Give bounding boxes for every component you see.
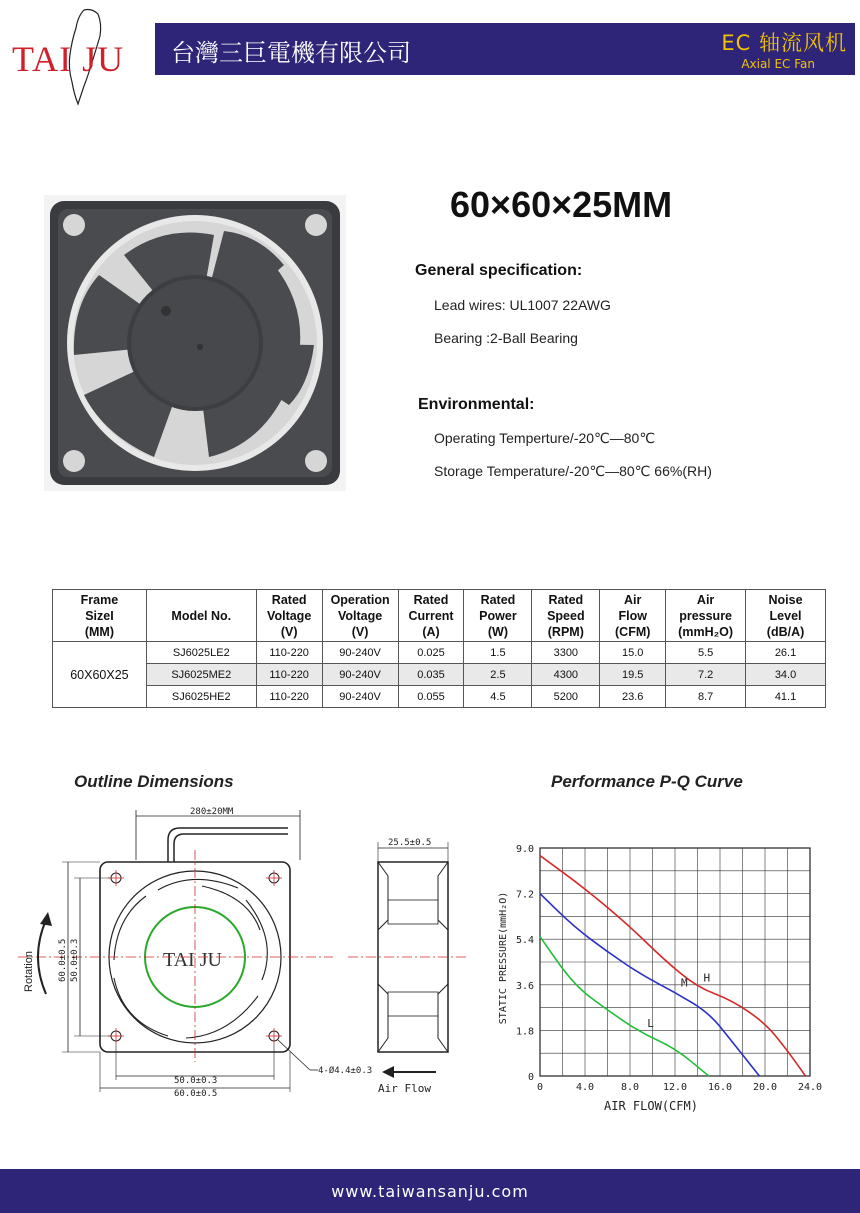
fan-photo <box>44 195 346 491</box>
chart-ylabel: STATIC PRESSURE(mmH₂O) <box>498 891 509 1025</box>
storage-temperature: Storage Temperature/-20℃—80℃ 66%(RH) <box>434 463 712 479</box>
series-label-L: L <box>647 1016 654 1030</box>
table-cell: 23.6 <box>600 686 666 708</box>
table-cell: 4.5 <box>464 686 532 708</box>
outline-drawing <box>18 800 478 1110</box>
depth-label: 25.5±0.5 <box>388 838 432 848</box>
table-cell: 1.5 <box>464 642 532 664</box>
table-cell: SJ6025LE2 <box>146 642 256 664</box>
company-name: 台灣三巨電機有限公司 <box>171 39 411 67</box>
table-cell: 110-220 <box>256 686 322 708</box>
table-cell: 90-240V <box>322 686 398 708</box>
chart-series <box>540 856 806 1076</box>
col-frame-size: Frame SizeI (MM) <box>53 590 147 642</box>
frame-size-cell: 60X60X25 <box>53 642 147 708</box>
x-tick-label: 12.0 <box>662 1082 688 1093</box>
col-rated-power: Rated Power (W) <box>464 590 532 642</box>
x-tick-label: 16.0 <box>707 1082 733 1093</box>
col-air-flow: Air Flow (CFM) <box>600 590 666 642</box>
table-cell: 90-240V <box>322 664 398 686</box>
x-tick-label: 0 <box>536 1082 544 1093</box>
table-cell: 34.0 <box>746 664 826 686</box>
lead-length-label: 280±20MM <box>190 807 234 817</box>
col-model: Model No. <box>146 590 256 642</box>
table-cell: 0.035 <box>398 664 464 686</box>
lead-wires: Lead wires: UL1007 22AWG <box>434 297 611 313</box>
y-tick-label: 1.8 <box>515 1026 534 1038</box>
width-hole-label: 50.0±0.3 <box>174 1076 218 1086</box>
header-bar <box>155 23 855 75</box>
col-rated-speed: Rated Speed (RPM) <box>532 590 600 642</box>
x-tick-label: 4.0 <box>575 1082 595 1093</box>
chart-title: Performance P-Q Curve <box>551 772 743 791</box>
table-cell: 19.5 <box>600 664 666 686</box>
table-cell: 15.0 <box>600 642 666 664</box>
table-cell: 0.025 <box>398 642 464 664</box>
x-tick-label: 20.0 <box>752 1082 778 1093</box>
table-cell: 5.5 <box>666 642 746 664</box>
table-cell: 0.055 <box>398 686 464 708</box>
table-row <box>53 642 826 664</box>
table-cell: 4300 <box>532 664 600 686</box>
x-tick-label: 24.0 <box>797 1082 823 1093</box>
y-tick-label: 5.4 <box>515 935 534 947</box>
holes-label: 4-Ø4.4±0.3 <box>318 1066 373 1076</box>
table-cell: 2.5 <box>464 664 532 686</box>
product-size: 60×60×25MM <box>450 184 673 225</box>
general-spec-heading: General specification: <box>415 262 583 279</box>
table-cell: 26.1 <box>746 642 826 664</box>
y-tick-label: 3.6 <box>515 980 534 992</box>
series-line-H <box>540 856 806 1076</box>
x-tick-label: 8.0 <box>620 1082 640 1093</box>
company-logo <box>6 6 150 106</box>
table-cell: 110-220 <box>256 664 322 686</box>
table-cell: SJ6025HE2 <box>146 686 256 708</box>
table-header-row <box>53 590 826 642</box>
table-cell: 8.7 <box>666 686 746 708</box>
table-cell: 5200 <box>532 686 600 708</box>
environmental-heading: Environmental: <box>418 396 535 413</box>
footer-bar <box>0 1169 860 1213</box>
series-line-L <box>540 937 709 1076</box>
operating-temperature: Operating Temperture/-20℃—80℃ <box>434 430 656 446</box>
spec-table <box>52 589 826 708</box>
table-cell: 41.1 <box>746 686 826 708</box>
col-noise-level: Noise Level (dB/A) <box>746 590 826 642</box>
y-tick-label: 9.0 <box>515 844 534 855</box>
table-cell: 3300 <box>532 642 600 664</box>
height-hole-label: 50.0±0.3 <box>70 938 80 982</box>
col-rated-current: Rated Current (A) <box>398 590 464 642</box>
col-air-pressure: Air pressure (mmH₂O) <box>666 590 746 642</box>
table-row <box>53 664 826 686</box>
airflow-label: Air Flow <box>378 1082 431 1095</box>
y-tick-label: 7.2 <box>515 889 534 901</box>
product-category-en: Axial EC Fan <box>741 57 815 71</box>
y-tick-label: 0 <box>527 1072 534 1083</box>
table-cell: 7.2 <box>666 664 746 686</box>
series-label-H: H <box>703 971 711 985</box>
website-link[interactable]: www.taiwansanju.com <box>331 1182 529 1201</box>
product-category: EC 轴流风机 <box>721 31 847 55</box>
table-row <box>53 686 826 708</box>
col-operation-voltage: Operation Voltage (V) <box>322 590 398 642</box>
chart-grid <box>540 848 810 1076</box>
outline-title: Outline Dimensions <box>74 772 234 791</box>
pq-chart <box>488 838 828 1118</box>
table-cell: 110-220 <box>256 642 322 664</box>
chart-xlabel: AIR FLOW(CFM) <box>604 1099 698 1113</box>
col-rated-voltage: Rated Voltage (V) <box>256 590 322 642</box>
table-cell: SJ6025ME2 <box>146 664 256 686</box>
rotation-label: Rotation <box>23 951 35 992</box>
table-cell: 90-240V <box>322 642 398 664</box>
logo-text: TAI JU <box>12 39 125 79</box>
width-outer-label: 60.0±0.5 <box>174 1089 218 1099</box>
height-outer-label: 60.0±0.5 <box>58 938 68 982</box>
series-label-M: M <box>681 976 688 990</box>
center-logo: TAI JU <box>163 949 222 971</box>
airflow-arrow-icon <box>382 1066 394 1078</box>
bearing: Bearing :2-Ball Bearing <box>434 330 578 346</box>
